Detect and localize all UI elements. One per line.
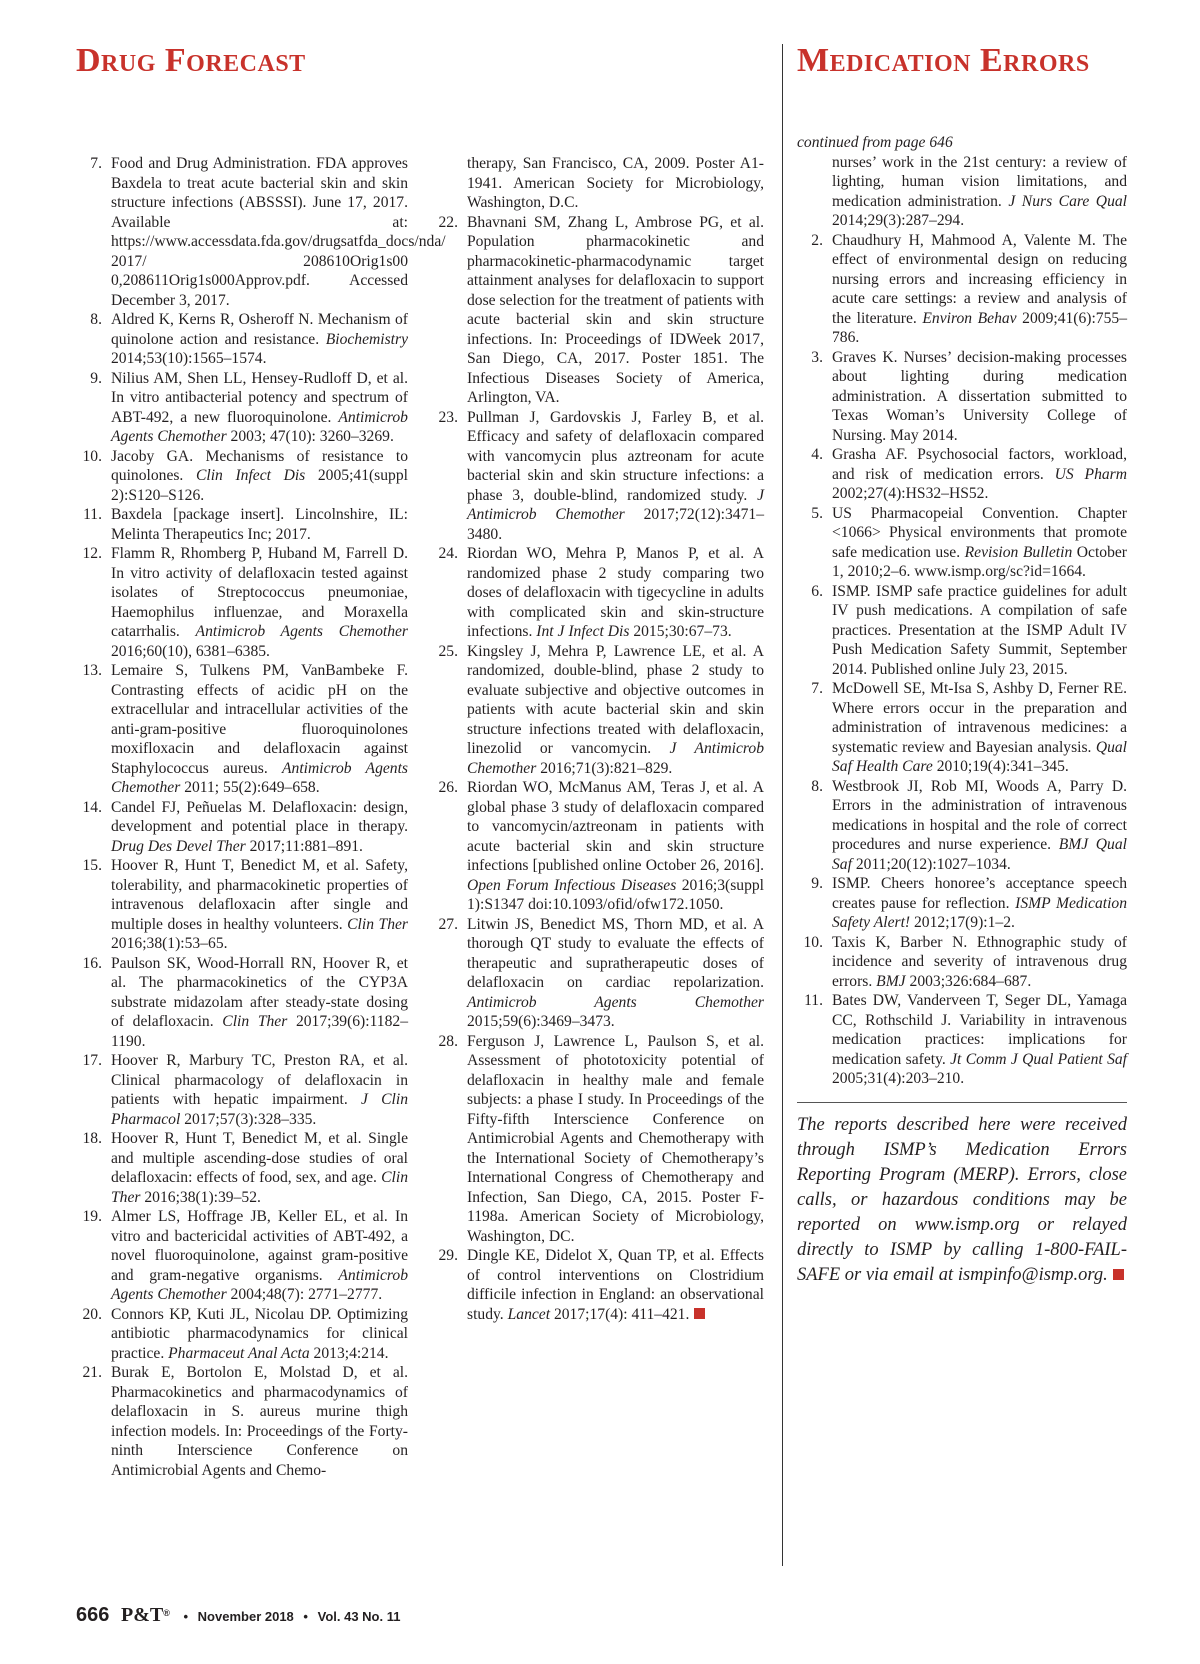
- reference-number: 16.: [82, 954, 102, 972]
- reference-item: [76, 954, 408, 1052]
- reference-text: Riordan WO, McManus AM, Teras J, et al. A global phase 3 study of delafloxacin compared to vancomycin/aztreonam in patients with acute bacterial skin and skin structure infections [published online October 26, 2016].: [467, 779, 764, 874]
- section-title-right: Medication Errors: [797, 42, 1090, 79]
- reference-item: [432, 408, 764, 545]
- reference-item: [797, 991, 1127, 1089]
- page-number: 666: [76, 1604, 110, 1626]
- reference-number: 17.: [82, 1052, 102, 1069]
- reference-item: [76, 856, 408, 954]
- reference-citation: 2002;27(4):HS32–HS52.: [832, 485, 989, 502]
- reference-number: 7.: [811, 680, 823, 697]
- reference-citation: 2009;41(6):755–786.: [832, 309, 1127, 346]
- reference-text: Dingle KE, Didelot X, Quan TP, et al. Effects of control interventions on Clostridium difficile infection in England: an observational study.: [467, 1247, 764, 1323]
- reference-number: 12.: [82, 545, 102, 562]
- reference-number: 11.: [804, 992, 823, 1009]
- references-column-3: [797, 133, 1127, 1288]
- reference-text: Bhavnani SM, Zhang L, Ambrose PG, et al. Population pharmacokinetic and pharmacokinetic-pharmacodynamic target attainment analyses for delafloxacin to support dose selection for the treatment of patients with acute bacterial skin and skin structure infections. In: Proceedings of IDWeek 2017, San Diego, CA, 2017. Poster 1851. The Infectious Diseases Society of America, Arlington, VA.: [467, 213, 764, 406]
- reference-journal: Biochemistry: [325, 330, 408, 348]
- reference-number: 13.: [82, 662, 102, 679]
- reference-item: [76, 798, 408, 857]
- reference-number: 9.: [90, 369, 102, 387]
- reference-text: Hoover R, Hunt T, Benedict M, et al. Single and multiple ascending-dose studies of oral delafloxacin: effects of food, sex, and age.: [111, 1130, 408, 1186]
- reference-citation: 2014;29(3):287–294.: [832, 212, 965, 229]
- journal-name: P&T: [121, 1604, 164, 1626]
- column-divider: [782, 44, 783, 1566]
- reference-text: ISMP. Cheers honoree’s acceptance speech creates pause for reflection.: [832, 875, 1127, 912]
- reference-journal: Antimicrob Agents Chemother: [195, 623, 408, 640]
- reference-citation: 2016;38(1):53–65.: [111, 935, 228, 952]
- reference-number: 8.: [90, 311, 102, 328]
- reference-text: ISMP. ISMP safe practice guidelines for adult IV push medications. A compilation of safe practices. Presentation at the ISMP Adult IV Push Medication Safety Summit, September 2014. Published online July 23, 2015.: [832, 582, 1127, 678]
- reference-text: Nilius AM, Shen LL, Hensey-Rudloff D, et al. In vitro antibacterial potency and spectrum of ABT-492, a new fluoroquinolone.: [111, 369, 408, 426]
- footer-separator: •: [303, 1609, 308, 1624]
- reference-number: 9.: [811, 875, 823, 892]
- reference-number: 26.: [438, 779, 458, 796]
- reference-number: 29.: [438, 1247, 458, 1264]
- reference-number: 8.: [811, 777, 823, 795]
- reference-citation: 2003;326:684–687.: [909, 972, 1032, 990]
- reference-journal: Clin Ther: [222, 1013, 288, 1030]
- reference-journal: J Nurs Care Qual: [1008, 192, 1127, 210]
- reference-citation: 2017;17(4): 411–421.: [553, 1305, 690, 1323]
- reference-item: [76, 1129, 408, 1207]
- reference-item: [432, 642, 764, 779]
- reference-text: Lemaire S, Tulkens PM, VanBambeke F. Contrasting effects of acidic pH on the extracellular and intracellular activities of the anti-gram-positive fluoroquinolones moxifloxacin and delafloxacin against Staphylococcus aureus.: [111, 662, 408, 777]
- reference-number: 2.: [811, 231, 823, 249]
- reference-number: 10.: [82, 447, 102, 465]
- reference-item: [797, 582, 1127, 680]
- reference-journal: Jt Comm J Qual Patient Saf: [950, 1050, 1127, 1068]
- reference-number: 3.: [811, 348, 823, 366]
- reference-citation: 2017;11:881–891.: [249, 837, 363, 855]
- reference-text: Ferguson J, Lawrence L, Paulson S, et al. Assessment of phototoxicity potential of delafloxacin in healthy male and female subjects: a phase I study. In Proceedings of the Fifty-fifth Interscience Conference on Antimicrobial Agents and Chemotherapy with the International Society of Chemotherapy’s International Congress of Chemotherapy and Infection, San Diego, CA, 2015. Poster F-1198a. American Society of Microbiology, Washington, DC.: [467, 1032, 764, 1245]
- issue-volume: Vol. 43 No. 11: [317, 1609, 401, 1624]
- reference-item: [797, 933, 1127, 992]
- reference-text: Kingsley J, Mehra P, Lawrence LE, et al. A randomized, double-blind, phase 2 study to evaluate subjective and objective outcomes in patients with acute bacterial skin and skin structure infections treated with delafloxacin, linezolid or vancomycin.: [467, 642, 764, 757]
- reference-item: [76, 1305, 408, 1364]
- reference-citation: 2011;20(12):1027–1034.: [855, 855, 1011, 873]
- reference-text: Litwin JS, Benedict MS, Thorn MD, et al. A thorough QT study to evaluate the effects of therapeutic and supratherapeutic doses of delafloxacin on cardiac repolarization.: [467, 915, 764, 991]
- reference-citation: 2011; 55(2):649–658.: [184, 779, 320, 796]
- reference-citation: 2013;4:214.: [313, 1344, 389, 1362]
- reference-citation: 2012;17(9):1–2.: [914, 914, 1015, 931]
- note-divider: [797, 1102, 1127, 1103]
- reference-journal: Pharmaceut Anal Acta: [168, 1344, 310, 1362]
- reference-citation: 2017;39(6):1182–1190.: [111, 1013, 408, 1050]
- page-footer: [76, 1604, 400, 1627]
- reference-journal: Clin Ther: [347, 915, 408, 933]
- reference-number: 20.: [82, 1305, 102, 1323]
- reference-journal: Antimicrob Agents Chemother: [111, 1266, 408, 1303]
- reference-text: therapy, San Francisco, CA, 2009. Poster A1-1941. American Society for Microbiology, Washington, D.C.: [467, 155, 764, 211]
- reference-text: Hoover R, Hunt T, Benedict M, et al. Safety, tolerability, and pharmacokinetic properties of intravenous delafloxacin after single and multiple doses in healthy volunteers.: [111, 857, 408, 933]
- references-column-1: [76, 154, 446, 1480]
- reference-text: US Pharmacopeial Convention. Chapter <1066> Physical environments that promote safe medication use.: [832, 504, 1127, 561]
- reference-journal: Int J Infect Dis: [536, 623, 630, 640]
- reference-text: Flamm R, Rhomberg P, Huband M, Farrell D. In vitro activity of delafloxacin tested against isolates of Streptococcus pneumoniae, Haemophilus influenzae, and Moraxella catarrhalis.: [111, 545, 408, 640]
- reference-item: [797, 445, 1127, 504]
- reference-text: Chaudhury H, Mahmood A, Valente M. The effect of environmental design on reducing nursing errors and increasing efficiency in acute care settings: a review and analysis of the literature.: [832, 231, 1127, 327]
- reference-text: Riordan WO, Mehra P, Manos P, et al. A randomized phase 2 study comparing two doses of delafloxacin with tigecycline in adults with complicated skin and skin-structure infections.: [467, 545, 764, 640]
- reference-journal: Antimicrob Agents Chemother: [111, 759, 408, 796]
- reference-citation: 2015;59(6):3469–3473.: [467, 1013, 615, 1030]
- reference-citation: 2016;38(1):39–52.: [144, 1188, 261, 1206]
- reference-citation: 2016;3(suppl 1):S1347 doi:10.1093/ofid/ofw172.1050.: [467, 876, 764, 913]
- reference-journal: J Antimicrob Chemother: [467, 486, 764, 523]
- reference-text: Graves K. Nurses’ decision-making processes about lighting during medication administration. A dissertation submitted to Texas Woman’s University College of Nursing. May 2014.: [832, 348, 1127, 444]
- reference-number: 18.: [82, 1130, 102, 1147]
- reference-text: Westbrook JI, Rob MI, Woods A, Parry D. Errors in the administration of intravenous medications in hospital and the role of correct procedures and nurse experience.: [832, 777, 1127, 853]
- reference-item: [797, 153, 1127, 231]
- reference-journal: BMJ Qual Saf: [832, 836, 1127, 873]
- reference-number: 11.: [83, 506, 102, 523]
- reference-citation: 2004;48(7): 2771–2777.: [230, 1286, 383, 1303]
- reference-journal: Qual Saf Health Care: [832, 738, 1128, 775]
- reference-journal: ISMP Medication Safety Alert!: [832, 894, 1128, 931]
- reference-number: 27.: [438, 915, 458, 933]
- end-mark-icon: [1113, 1269, 1124, 1280]
- reference-journal: Clin Ther: [111, 1169, 409, 1206]
- reference-item: [76, 310, 408, 369]
- reference-citation: 2017;72(12):3471–3480.: [467, 506, 764, 543]
- reference-number: 21.: [82, 1364, 102, 1381]
- reference-item: [432, 1032, 764, 1247]
- reference-item: [797, 504, 1127, 582]
- references-column-2: [432, 154, 764, 1324]
- reference-number: 4.: [811, 446, 823, 463]
- reference-citation: 2016;71(3):821–829.: [540, 759, 673, 777]
- reference-item: [797, 874, 1127, 933]
- reference-item: [432, 1246, 764, 1324]
- reference-item: [432, 213, 764, 408]
- reference-text: Hoover R, Marbury TC, Preston RA, et al. Clinical pharmacology of delafloxacin in patients with hepatic impairment.: [111, 1052, 408, 1108]
- reference-journal: Drug Des Devel Ther: [111, 837, 246, 855]
- reference-item: [797, 231, 1127, 348]
- reference-citation: 2014;53(10):1565–1574.: [111, 350, 267, 367]
- reference-item: [432, 915, 764, 1032]
- reference-citation: 2005;31(4):203–210.: [832, 1070, 965, 1087]
- reference-citation: 2016;60(10), 6381–6385.: [111, 642, 270, 660]
- reference-journal: Lancet: [507, 1305, 551, 1323]
- reference-item: [76, 447, 408, 506]
- reference-number: 23.: [438, 408, 458, 426]
- reference-item: [797, 777, 1127, 875]
- reference-number: 15.: [82, 857, 102, 874]
- reference-journal: Environ Behav: [922, 309, 1017, 327]
- reference-number: 24.: [438, 545, 458, 562]
- reference-text: Paulson SK, Wood-Horrall RN, Hoover R, et al. The pharmacokinetics of the CYP3A substrate midazolam after steady-state dosing of delafloxacin.: [111, 954, 408, 1030]
- reference-item: [797, 679, 1127, 777]
- reference-citation: October 1, 2010;2–6. www.ismp.org/sc?id=1664.: [832, 543, 1128, 580]
- reference-text: Bates DW, Vanderveen T, Seger DL, Yamaga CC, Rothschild J. Variability in intravenous medication practices: implications for medication safety.: [832, 992, 1127, 1068]
- reference-item: [76, 154, 446, 310]
- reference-item: [76, 661, 408, 798]
- reference-number: 14.: [82, 798, 102, 816]
- reference-text: Food and Drug Administration. FDA approves Baxdela to treat acute bacterial skin and skin structure infections (ABSSSI). June 17, 2017. Available at: https://www.accessdata.fda.gov/drugsatfda_docs/nda/ 2017/ 208610Orig1s00 0,208611Orig1s000Approv.pdf. Accessed December 3, 2017.: [111, 155, 446, 309]
- reference-text: McDowell SE, Mt-Isa S, Ashby D, Ferner RE. Where errors occur in the preparation and administration of intravenous medicines: a systematic review and Bayesian analysis.: [832, 680, 1127, 756]
- reference-text: Candel FJ, Peñuelas M. Delafloxacin: design, development and potential place in therapy.: [111, 798, 408, 835]
- reference-item: [432, 154, 764, 213]
- reference-text: Almer LS, Hoffrage JB, Keller EL, et al. In vitro and bactericidal activities of ABT-492, a novel fluoroquinolone, against gram-positive and gram-negative organisms.: [111, 1208, 408, 1284]
- merp-note-text: The reports described here were received through ISMP’s Medication Errors Reporting Program (MERP). Errors, close calls, or hazardous conditions may be reported on www.ismp.org or relayed directly to ISMP by calling 1-800-FAIL-SAFE or via email at ismpinfo@ismp.org.: [797, 1114, 1127, 1285]
- reference-number: 19.: [82, 1208, 102, 1225]
- reference-text: Pullman J, Gardovskis J, Farley B, et al. Efficacy and safety of delafloxacin compared with vancomycin plus aztreonam for acute bacterial skin and skin structure infections: a phase 3, double-blind, randomized study.: [467, 408, 764, 504]
- reference-number: 28.: [438, 1032, 458, 1050]
- reference-text: Baxdela [package insert]. Lincolnshire, IL: Melinta Therapeutics Inc; 2017.: [111, 506, 408, 543]
- reference-text: Grasha AF. Psychosocial factors, workload, and risk of medication errors.: [832, 446, 1127, 483]
- registered-mark: ®: [163, 1607, 170, 1618]
- reference-journal: Open Forum Infectious Diseases: [467, 876, 677, 894]
- footer-separator: •: [183, 1609, 189, 1624]
- reference-item: [797, 348, 1127, 446]
- reference-citation: 2010;19(4):341–345.: [936, 758, 1069, 775]
- reference-text: Burak E, Bortolon E, Molstad D, et al. Pharmacokinetics and pharmacodynamics of delafloxacin in S. aureus murine thigh infection models. In: Proceedings of the Forty-ninth Interscience Conference on Antimicrobial Agents and Chemo-: [111, 1364, 408, 1479]
- reference-item: [432, 778, 764, 915]
- reference-number: 6.: [811, 582, 823, 600]
- reference-text: Aldred K, Kerns R, Osheroff N. Mechanism of quinolone action and resistance.: [111, 311, 408, 348]
- reference-journal: US Pharm: [1054, 465, 1127, 483]
- reference-citation: 2003; 47(10): 3260–3269.: [230, 428, 394, 445]
- reference-text: Jacoby GA. Mechanisms of resistance to quinolones.: [111, 447, 408, 484]
- reference-item: [76, 505, 408, 544]
- continued-note: continued from page 646: [797, 134, 953, 151]
- reference-text: Taxis K, Barber N. Ethnographic study of incidence and severity of intravenous drug errors.: [832, 933, 1127, 990]
- reference-journal: BMJ: [876, 972, 906, 990]
- reference-item: [432, 544, 764, 642]
- reference-item: [76, 1207, 408, 1305]
- reference-item: [76, 544, 408, 661]
- reference-number: 25.: [438, 642, 458, 660]
- reference-journal: Revision Bulletin: [964, 543, 1073, 561]
- reference-number: 5.: [811, 504, 823, 522]
- reference-journal: Antimicrob Agents Chemother: [467, 993, 764, 1011]
- reference-item: [76, 369, 408, 447]
- reference-citation: 2005;41(suppl 2):S120–S126.: [111, 467, 408, 504]
- reference-text: Connors KP, Kuti JL, Nicolau DP. Optimizing antibiotic pharmacodynamics for clinical practice.: [111, 1305, 408, 1362]
- reference-item: [76, 1363, 408, 1480]
- merp-note: [797, 1113, 1127, 1288]
- reference-citation: 2017;57(3):328–335.: [184, 1110, 317, 1128]
- reference-journal: Clin Infect Dis: [195, 467, 306, 484]
- reference-text: nurses’ work in the 21st century: a review of lighting, human vision limitations, and medication administration.: [832, 153, 1127, 210]
- reference-journal: J Clin Pharmacol: [111, 1091, 408, 1128]
- issue-date: November 2018: [197, 1609, 294, 1624]
- reference-number: 7.: [90, 155, 102, 172]
- section-title-left: Drug Forecast: [76, 42, 306, 79]
- reference-citation: 2015;30:67–73.: [633, 623, 732, 640]
- reference-item: [76, 1051, 408, 1129]
- reference-journal: J Antimicrob Chemother: [467, 740, 764, 777]
- reference-journal: Antimicrob Agents Chemother: [111, 408, 408, 445]
- end-mark-icon: [694, 1308, 705, 1319]
- references-list-3: [797, 153, 1127, 1089]
- reference-number: 22.: [438, 213, 458, 231]
- reference-number: 10.: [803, 933, 823, 951]
